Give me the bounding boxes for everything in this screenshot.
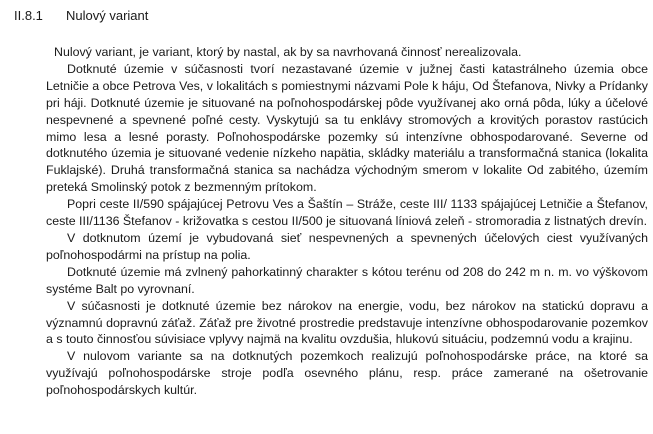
section-number: II.8.1: [14, 8, 43, 23]
paragraph-terrain: Dotknuté územie má zvlnený pahorkatinný charakter s kótou terénu od 208 do 242 m n. m. vo výškovom systéme Balt po vyrovnaní.: [46, 264, 648, 296]
paragraph-territory: Dotknuté územie v súčasnosti tvorí nezastavané územie v južnej časti katastrálneho územia obce Letničie a obce Petrova Ves, v lokalitách s pomiestnymi názvami Pole k háju, Od Štefanova, Nivky a Prídanky pri háji. Dotknuté územie je situované na poľnohospodárskej pôde využívanej ako orná pôda, lúky a účelové nespevnené a spevnené poľné cesty. Vyskytujú sa tu enklávy stromových a krovitých porastov rastúcich mimo lesa a lesné porasty. Poľnohospodárske pozemky sú intenzívne obhospodarované. Severne od dotknutého územia je situované vedenie nízkeho napätia, skládky materiálu a transformačná stanica (lokalita Fuklajské). Druhá transformačná stanica sa nachádza východným smerom v lokalite Od zabitého, územím preteká Smolinský potok z bezmenným prítokom.: [46, 61, 648, 195]
paragraph-intro: Nulový variant, je variant, ktorý by nastal, ak by sa navrhovaná činnosť nerealizovala.: [54, 45, 522, 59]
document-body: [46, 44, 648, 399]
paragraph-roads: Popri ceste II/590 spájajúcej Petrovu Ves a Šaštín – Stráže, ceste III/ 1133 spájajúcej Letničie a Štefanov, ceste III/1136 Štefanov - križovatka s cestou II/500 je situovaná líniová zeleň - stromoradia z listnatých drevín.: [46, 197, 648, 229]
paragraph-zero-variant: V nulovom variante sa na dotknutých pozemkoch realizujú poľnohospodárske práce, na ktoré sa využívajú poľnohospodárske stroje podľa osevného plánu, resp. práce zamerané na ošetrovanie poľnohospodárskych kultúr.: [46, 349, 648, 398]
paragraph-network: V dotknutom území je vybudovaná sieť nespevnených a spevnených účelových ciest využívaných poľnohospodármi na prístup na polia.: [46, 230, 648, 262]
paragraph-current-state: V súčasnosti je dotknuté územie bez nárokov na energie, vodu, bez nárokov na statickú dopravu a významnú dopravnú záťaž. Záťaž pre životné prostredie predstavuje intenzívne obhospodarovanie pozemkov a s touto činnosťou súvisiace vplyvy najmä na kvalitu ovzdušia, hlukovú situáciu, podzemnú vodu a krajinu.: [46, 298, 648, 347]
section-title: Nulový variant: [66, 8, 149, 23]
section-heading: [14, 8, 148, 24]
